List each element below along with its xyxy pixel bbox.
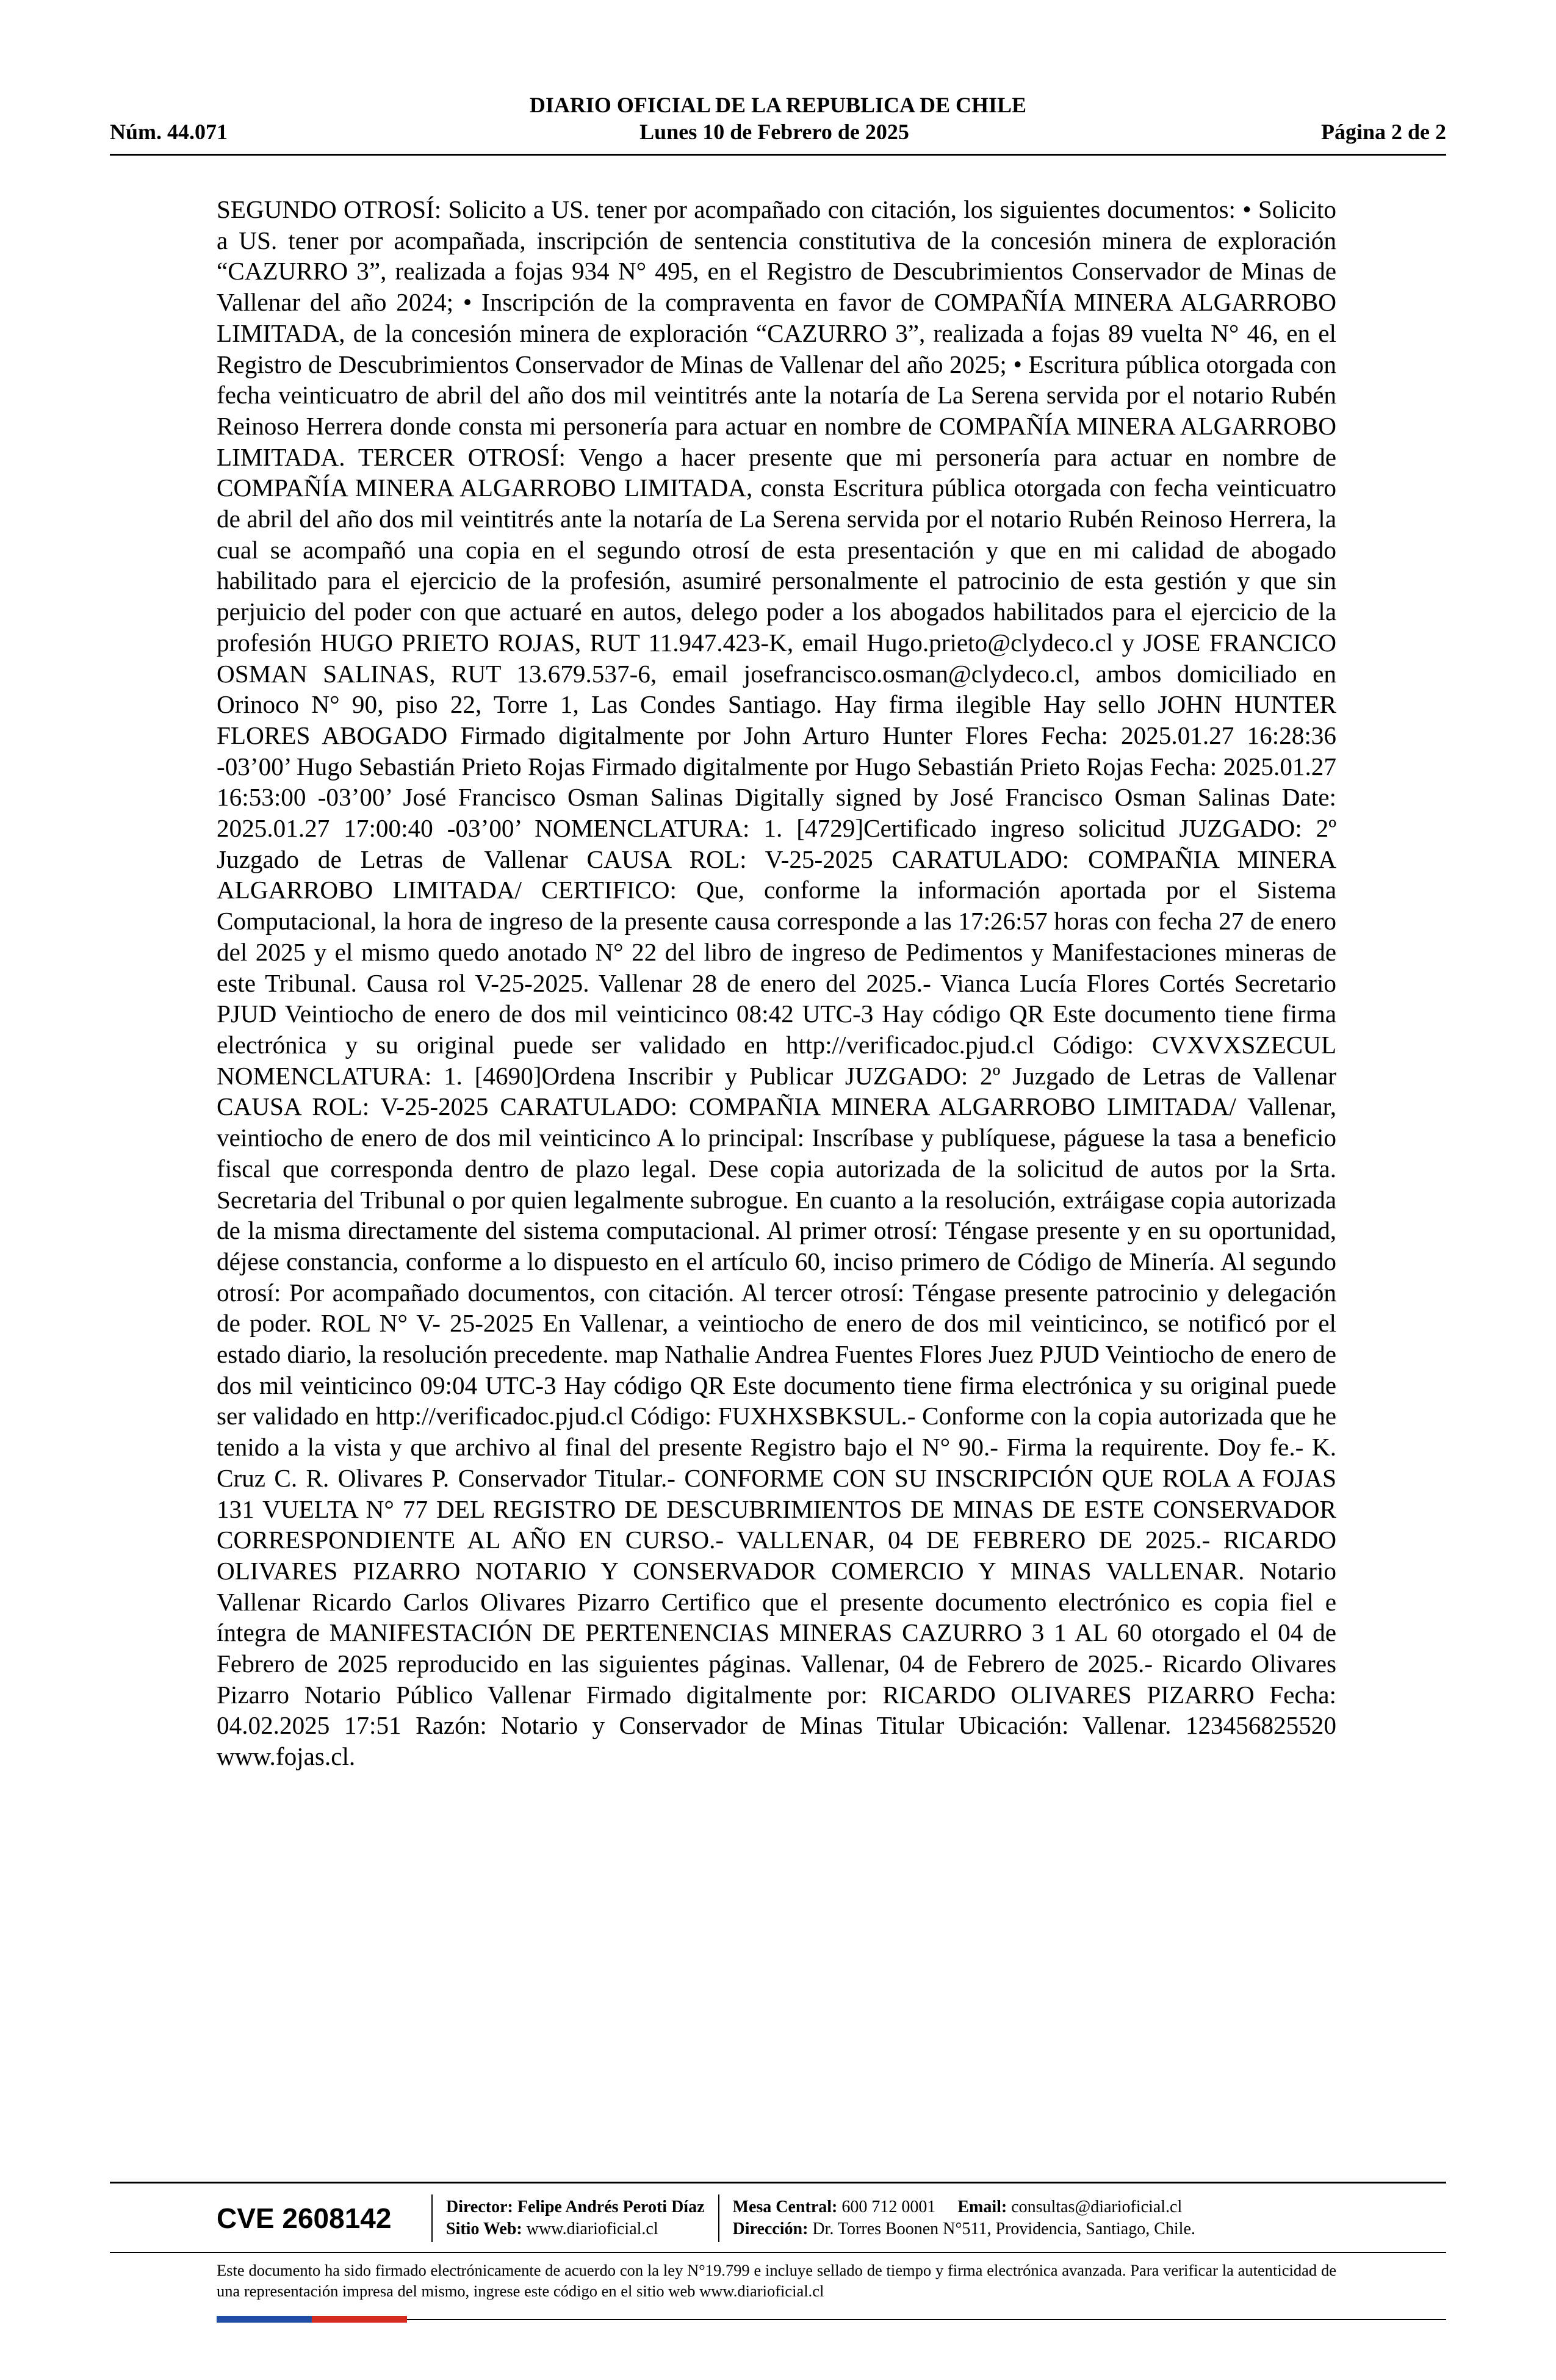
header-row [110,118,1446,145]
address-label: Dirección: [732,2220,809,2238]
website-link[interactable]: www.diarioficial.cl [526,2220,658,2238]
email-label: Email: [957,2198,1007,2216]
chile-flag-stripe [217,2316,407,2323]
flag-red-segment [312,2316,407,2323]
footer-divider-top [110,2182,1446,2183]
page-number: Página 2 de 2 [1320,120,1446,144]
flag-blue-segment [217,2316,312,2323]
document-body: SEGUNDO OTROSÍ: Solicito a US. tener por acompañado con citación, los siguientes documentos: • Solicito a US. tener por acompañada, inscripción de sentencia constitutiva de la concesión minera de exploración “CAZURRO 3”, realizada a fojas 934 N° 495, en el Registro de Descubrimientos Conservador de Minas de Vallenar del año 2024; • Inscripción de la compraventa en favor de COMPAÑÍA MINERA ALGARROBO LIMITADA, de la concesión minera de exploración “CAZURRO 3”, realizada a fojas 89 vuelta N° 46, en el Registro de Descubrimientos Conservador de Minas de Vallenar del año 2025; • Escritura pública otorgada con fecha veinticuatro de abril del año dos mil veintitrés ante la notaría de La Serena servida por el notario Rubén Reinoso Herrera donde consta mi personería para actuar en nombre de COMPAÑÍA MINERA ALGARROBO LIMITADA. TERCER OTROSÍ: Vengo a hacer presente que mi personería para actuar en nombre de COMPAÑÍA MINERA ALGARROBO LIMITADA, consta Escritura pública otorgada con fecha veinticuatro de abril del año dos mil veintitrés ante la notaría de La Serena servida por el notario Rubén Reinoso Herrera, la cual se acompañó una copia en el segundo otrosí de esta presentación y que en mi calidad de abogado habilitado para el ejercicio de la profesión, asumiré personalmente el patrocinio de esta gestión y que sin perjuicio del poder con que actuaré en autos, delego poder a los abogados habilitados para el ejercicio de la profesión HUGO PRIETO ROJAS, RUT 11.947.423-K, email Hugo.prieto@clydeco.cl y JOSE FRANCICO OSMAN SALINAS, RUT 13.679.537-6, email josefrancisco.osman@clydeco.cl, ambos domiciliado en Orinoco N° 90, piso 22, Torre 1, Las Condes Santiago. Hay firma ilegible Hay sello JOHN HUNTER FLORES ABOGADO Firmado digitalmente por John Arturo Hunter Flores Fecha: 2025.01.27 16:28:36 -03’00’ Hugo Sebastián Prieto Rojas Firmado digitalmente por Hugo Sebastián Prieto Rojas Fecha: 2025.01.27 16:53:00 -03’00’ José Francisco Osman Salinas Digitally signed by José Francisco Osman Salinas Date: 2025.01.27 17:00:40 -03’00’ NOMENCLATURA: 1. [4729]Certificado ingreso solicitud JUZGADO: 2º Juzgado de Letras de Vallenar CAUSA ROL: V-25-2025 CARATULADO: COMPAÑIA MINERA ALGARROBO LIMITADA/ CERTIFICO: Que, conforme la información aportada por el Sistema Computacional, la hora de ingreso de la presente causa corresponde a las 17:26:57 horas con fecha 27 de enero del 2025 y el mismo quedo anotado N° 22 del libro de ingreso de Pedimentos y Manifestaciones mineras de este Tribunal. Causa rol V-25-2025. Vallenar 28 de enero del 2025.- Vianca Lucía Flores Cortés Secretario PJUD Veintiocho de enero de dos mil veinticinco 08:42 UTC-3 Hay código QR Este documento tiene firma electrónica y su original puede ser validado en http://verificadoc.pjud.cl Código: CVXVXSZECUL NOMENCLATURA: 1. [4690]Ordena Inscribir y Publicar JUZGADO: 2º Juzgado de Letras de Vallenar CAUSA ROL: V-25-2025 CARATULADO: COMPAÑIA MINERA ALGARROBO LIMITADA/ Vallenar, veintiocho de enero de dos mil veinticinco A lo principal: Inscríbase y publíquese, páguese la tasa a beneficio fiscal que corresponda dentro de plazo legal. Dese copia autorizada de la solicitud de autos por la Srta. Secretaria del Tribunal o por quien legalmente subrogue. En cuanto a la resolución, extráigase copia autorizada de la misma directamente del sistema computacional. Al primer otrosí: Téngase presente y en su oportunidad, déjese constancia, conforme a lo dispuesto en el artículo 60, inciso primero de Código de Minería. Al segundo otrosí: Por acompañado documentos, con citación. Al tercer otrosí: Téngase presente patrocinio y delegación de poder. ROL N° V- 25-2025 En Vallenar, a veintiocho de enero de dos mil veinticinco, se notificó por el estado diario, la resolución precedente. map Nathalie Andrea Fuentes Flores Juez PJUD Veintiocho de enero de dos mil veinticinco 09:04 UTC-3 Hay código QR Este documento tiene firma electrónica y su original puede ser validado en http://verificadoc.pjud.cl Código: FUXHXSBKSUL.- Conforme con la copia autorizada que he tenido a la vista y que archivo al final del presente Registro bajo el N° 90.- Firma la requirente. Doy fe.- K. Cruz C. R. Olivares P. Conservador Titular.- CONFORME CON SU INSCRIPCIÓN QUE ROLA A FOJAS 131 VUELTA N° 77 DEL REGISTRO DE DESCUBRIMIENTOS DE MINAS DE ESTE CONSERVADOR CORRESPONDIENTE AL AÑO EN CURSO.- VALLENAR, 04 DE FEBRERO DE 2025.- RICARDO OLIVARES PIZARRO NOTARIO Y CONSERVADOR COMERCIO Y MINAS VALLENAR. Notario Vallenar Ricardo Carlos Olivares Pizarro Certifico que el presente documento electrónico es copia fiel e íntegra de MANIFESTACIÓN DE PERTENENCIAS MINERAS CAZURRO 3 1 AL 60 otorgado el 04 de Febrero de 2025 reproducido en las siguientes páginas. Vallenar, 04 de Febrero de 2025.- Ricardo Olivares Pizarro Notario Público Vallenar Firmado digitalmente por: RICARDO OLIVARES PIZARRO Fecha: 04.02.2025 17:51 Razón: Notario y Conservador de Minas Titular Ubicación: Vallenar. 123456825520 www.fojas.cl. [217,195,1336,1771]
page-footer [217,2191,1446,2246]
director-name: Felipe Andrés Peroti Díaz [517,2198,705,2216]
footer-contact-column [733,2196,1195,2240]
website-label: Sitio Web: [446,2220,522,2238]
director-label: Director: [446,2198,513,2216]
footer-divider-middle [110,2252,1446,2253]
footer-director-column [446,2196,705,2240]
phone-label: Mesa Central: [732,2198,838,2216]
footer-separator [431,2194,433,2242]
issue-date: Lunes 10 de Febrero de 2025 [639,120,909,144]
header-divider [110,154,1446,156]
phone-number: 600 712 0001 [841,2198,936,2216]
footer-separator [718,2194,719,2242]
email-link[interactable]: consultas@diarioficial.cl [1011,2198,1183,2216]
cve-code: CVE 2608142 [217,2202,392,2234]
issue-number: Núm. 44.071 [110,120,228,144]
gazette-title: DIARIO OFICIAL DE LA REPUBLICA DE CHILE [529,93,1027,117]
page-header [110,92,1446,145]
address-value: Dr. Torres Boonen N°511, Providencia, Santiago, Chile. [812,2220,1195,2238]
signature-notice: Este documento ha sido firmado electrónicamente de acuerdo con la ley N°19.799 e incluye sellado de tiempo y firma electrónica avanzada. Para verificar la autenticidad de una representación impresa del mismo, ingrese este código en el sitio web www.diarioficial.cl [217,2261,1336,2300]
